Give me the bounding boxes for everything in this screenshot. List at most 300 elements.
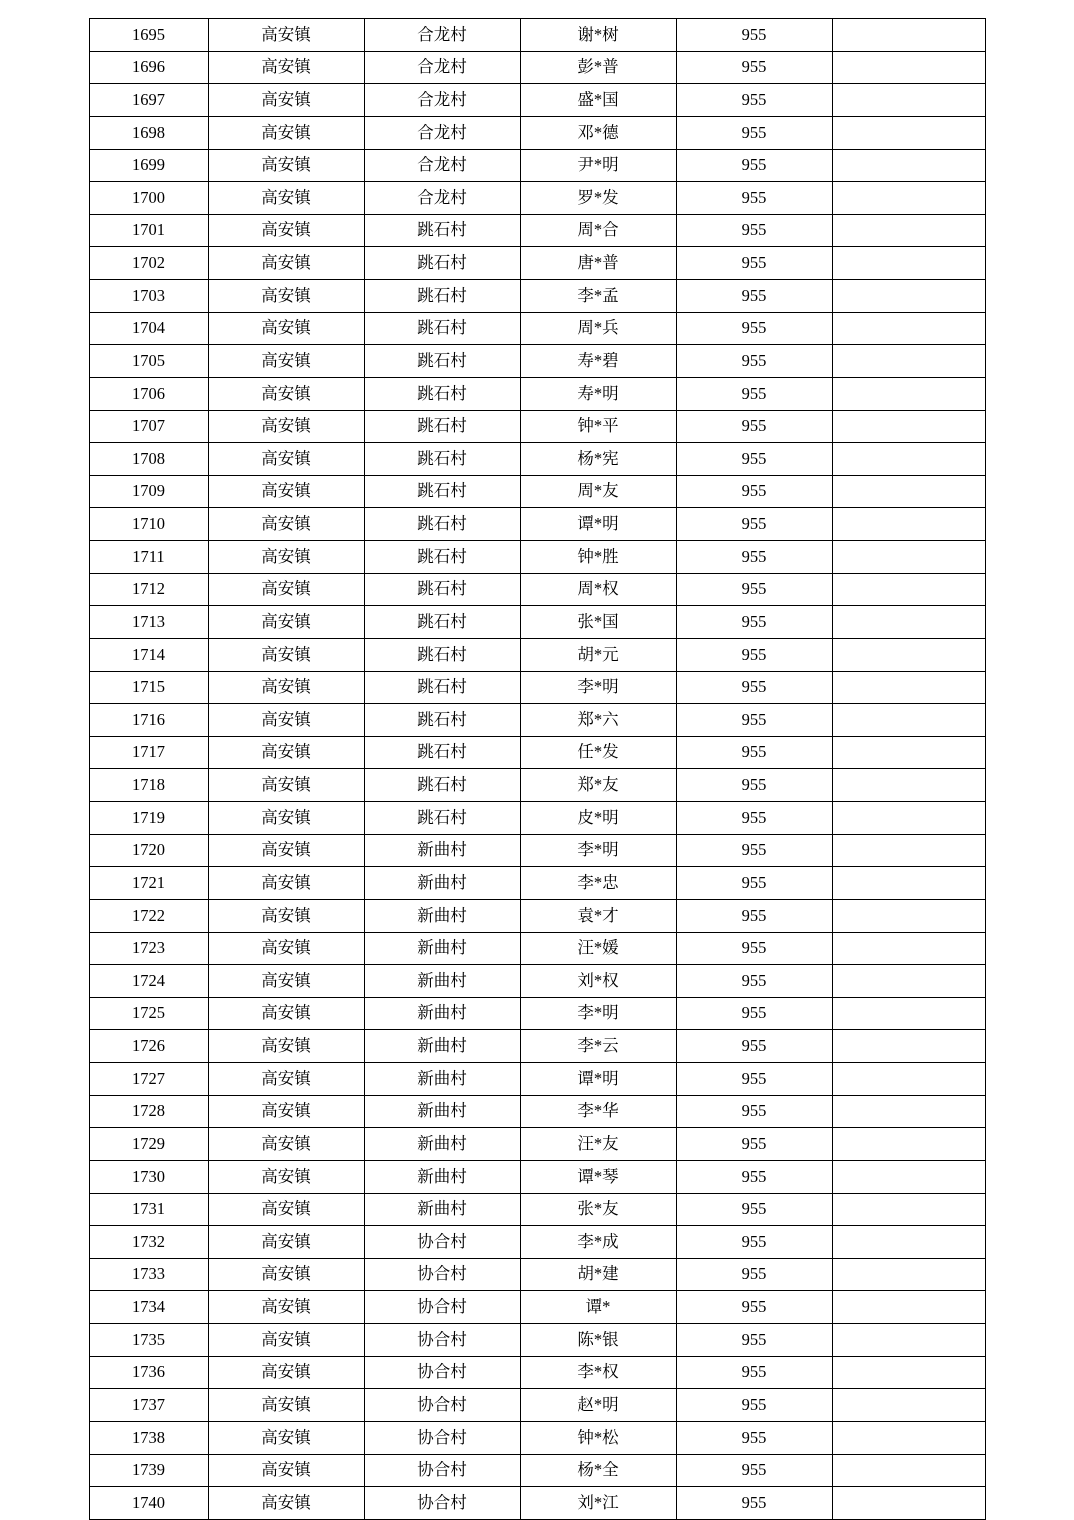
cell-town: 高安镇 xyxy=(208,1030,364,1063)
table-row xyxy=(89,410,985,443)
table-row xyxy=(89,736,985,769)
table-row xyxy=(89,19,985,52)
cell-town: 高安镇 xyxy=(208,1095,364,1128)
table-row xyxy=(89,802,985,835)
cell-note xyxy=(832,51,985,84)
cell-note xyxy=(832,377,985,410)
cell-note xyxy=(832,1030,985,1063)
cell-amount: 955 xyxy=(676,899,832,932)
cell-sequence: 1731 xyxy=(89,1193,208,1226)
table-row xyxy=(89,1193,985,1226)
cell-name: 钟*平 xyxy=(520,410,676,443)
cell-sequence: 1706 xyxy=(89,377,208,410)
cell-name: 李*云 xyxy=(520,1030,676,1063)
cell-sequence: 1729 xyxy=(89,1128,208,1161)
cell-sequence: 1711 xyxy=(89,541,208,574)
cell-sequence: 1717 xyxy=(89,736,208,769)
cell-sequence: 1718 xyxy=(89,769,208,802)
cell-village: 合龙村 xyxy=(364,84,520,117)
cell-sequence: 1739 xyxy=(89,1454,208,1487)
cell-name: 寿*明 xyxy=(520,377,676,410)
table-row xyxy=(89,51,985,84)
cell-town: 高安镇 xyxy=(208,965,364,998)
cell-amount: 955 xyxy=(676,149,832,182)
cell-amount: 955 xyxy=(676,1421,832,1454)
cell-name: 陈*银 xyxy=(520,1324,676,1357)
cell-sequence: 1733 xyxy=(89,1258,208,1291)
cell-note xyxy=(832,671,985,704)
cell-note xyxy=(832,247,985,280)
cell-amount: 955 xyxy=(676,1258,832,1291)
cell-note xyxy=(832,280,985,313)
cell-town: 高安镇 xyxy=(208,1487,364,1520)
cell-sequence: 1695 xyxy=(89,19,208,52)
cell-name: 彭*普 xyxy=(520,51,676,84)
cell-town: 高安镇 xyxy=(208,1389,364,1422)
cell-note xyxy=(832,182,985,215)
cell-village: 新曲村 xyxy=(364,1160,520,1193)
cell-note xyxy=(832,1487,985,1520)
cell-sequence: 1710 xyxy=(89,508,208,541)
table-row xyxy=(89,149,985,182)
cell-name: 寿*碧 xyxy=(520,345,676,378)
cell-amount: 955 xyxy=(676,541,832,574)
cell-amount: 955 xyxy=(676,1063,832,1096)
cell-note xyxy=(832,1356,985,1389)
cell-note xyxy=(832,1095,985,1128)
cell-name: 钟*松 xyxy=(520,1421,676,1454)
cell-village: 新曲村 xyxy=(364,1193,520,1226)
cell-village: 新曲村 xyxy=(364,997,520,1030)
cell-note xyxy=(832,867,985,900)
table-row xyxy=(89,867,985,900)
cell-name: 李*成 xyxy=(520,1226,676,1259)
cell-name: 周*友 xyxy=(520,475,676,508)
cell-amount: 955 xyxy=(676,736,832,769)
cell-village: 跳石村 xyxy=(364,671,520,704)
cell-town: 高安镇 xyxy=(208,1324,364,1357)
cell-village: 跳石村 xyxy=(364,736,520,769)
cell-town: 高安镇 xyxy=(208,769,364,802)
cell-name: 杨*全 xyxy=(520,1454,676,1487)
table-row xyxy=(89,1454,985,1487)
cell-sequence: 1709 xyxy=(89,475,208,508)
cell-amount: 955 xyxy=(676,377,832,410)
cell-sequence: 1725 xyxy=(89,997,208,1030)
cell-amount: 955 xyxy=(676,1389,832,1422)
cell-sequence: 1703 xyxy=(89,280,208,313)
cell-name: 袁*才 xyxy=(520,899,676,932)
cell-sequence: 1740 xyxy=(89,1487,208,1520)
cell-amount: 955 xyxy=(676,1487,832,1520)
cell-town: 高安镇 xyxy=(208,345,364,378)
cell-name: 李*孟 xyxy=(520,280,676,313)
cell-note xyxy=(832,899,985,932)
cell-sequence: 1714 xyxy=(89,638,208,671)
cell-name: 皮*明 xyxy=(520,802,676,835)
table-row xyxy=(89,704,985,737)
cell-sequence: 1737 xyxy=(89,1389,208,1422)
cell-name: 胡*元 xyxy=(520,638,676,671)
cell-village: 跳石村 xyxy=(364,769,520,802)
cell-village: 新曲村 xyxy=(364,1030,520,1063)
cell-village: 协合村 xyxy=(364,1291,520,1324)
cell-sequence: 1736 xyxy=(89,1356,208,1389)
cell-amount: 955 xyxy=(676,1291,832,1324)
cell-sequence: 1720 xyxy=(89,834,208,867)
cell-name: 周*兵 xyxy=(520,312,676,345)
cell-amount: 955 xyxy=(676,834,832,867)
cell-town: 高安镇 xyxy=(208,149,364,182)
cell-town: 高安镇 xyxy=(208,19,364,52)
cell-note xyxy=(832,149,985,182)
cell-amount: 955 xyxy=(676,1128,832,1161)
cell-name: 谭*明 xyxy=(520,508,676,541)
cell-sequence: 1697 xyxy=(89,84,208,117)
cell-amount: 955 xyxy=(676,410,832,443)
cell-amount: 955 xyxy=(676,280,832,313)
cell-town: 高安镇 xyxy=(208,899,364,932)
subsidy-table xyxy=(89,18,986,1520)
table-row xyxy=(89,769,985,802)
cell-name: 汪*媛 xyxy=(520,932,676,965)
cell-name: 谭*明 xyxy=(520,1063,676,1096)
cell-name: 邓*德 xyxy=(520,116,676,149)
cell-name: 谭*琴 xyxy=(520,1160,676,1193)
cell-town: 高安镇 xyxy=(208,638,364,671)
cell-amount: 955 xyxy=(676,345,832,378)
cell-sequence: 1738 xyxy=(89,1421,208,1454)
cell-village: 跳石村 xyxy=(364,638,520,671)
cell-amount: 955 xyxy=(676,997,832,1030)
cell-sequence: 1723 xyxy=(89,932,208,965)
cell-note xyxy=(832,1421,985,1454)
table-row xyxy=(89,508,985,541)
table-row xyxy=(89,475,985,508)
cell-sequence: 1734 xyxy=(89,1291,208,1324)
cell-village: 新曲村 xyxy=(364,1128,520,1161)
cell-name: 郑*友 xyxy=(520,769,676,802)
cell-sequence: 1719 xyxy=(89,802,208,835)
cell-note xyxy=(832,1258,985,1291)
cell-town: 高安镇 xyxy=(208,1128,364,1161)
cell-village: 跳石村 xyxy=(364,704,520,737)
cell-amount: 955 xyxy=(676,932,832,965)
cell-amount: 955 xyxy=(676,508,832,541)
cell-village: 合龙村 xyxy=(364,19,520,52)
cell-amount: 955 xyxy=(676,312,832,345)
table-row xyxy=(89,1128,985,1161)
cell-amount: 955 xyxy=(676,1324,832,1357)
cell-town: 高安镇 xyxy=(208,443,364,476)
cell-village: 跳石村 xyxy=(364,345,520,378)
cell-village: 新曲村 xyxy=(364,899,520,932)
cell-amount: 955 xyxy=(676,1226,832,1259)
cell-village: 新曲村 xyxy=(364,867,520,900)
cell-name: 周*权 xyxy=(520,573,676,606)
table-row xyxy=(89,965,985,998)
cell-note xyxy=(832,965,985,998)
table-row xyxy=(89,1421,985,1454)
cell-town: 高安镇 xyxy=(208,475,364,508)
cell-town: 高安镇 xyxy=(208,671,364,704)
cell-name: 胡*建 xyxy=(520,1258,676,1291)
cell-village: 合龙村 xyxy=(364,116,520,149)
cell-village: 跳石村 xyxy=(364,312,520,345)
cell-town: 高安镇 xyxy=(208,834,364,867)
cell-name: 周*合 xyxy=(520,214,676,247)
cell-name: 汪*友 xyxy=(520,1128,676,1161)
cell-name: 钟*胜 xyxy=(520,541,676,574)
cell-village: 协合村 xyxy=(364,1389,520,1422)
cell-village: 协合村 xyxy=(364,1258,520,1291)
cell-village: 新曲村 xyxy=(364,1063,520,1096)
cell-village: 协合村 xyxy=(364,1487,520,1520)
cell-village: 合龙村 xyxy=(364,51,520,84)
table-row xyxy=(89,312,985,345)
cell-town: 高安镇 xyxy=(208,410,364,443)
table-row xyxy=(89,932,985,965)
cell-note xyxy=(832,19,985,52)
cell-name: 罗*发 xyxy=(520,182,676,215)
cell-note xyxy=(832,345,985,378)
cell-note xyxy=(832,312,985,345)
cell-town: 高安镇 xyxy=(208,736,364,769)
cell-village: 跳石村 xyxy=(364,475,520,508)
cell-name: 李*明 xyxy=(520,997,676,1030)
cell-amount: 955 xyxy=(676,1095,832,1128)
cell-amount: 955 xyxy=(676,1160,832,1193)
cell-village: 跳石村 xyxy=(364,247,520,280)
cell-village: 协合村 xyxy=(364,1421,520,1454)
table-row xyxy=(89,247,985,280)
table-row xyxy=(89,182,985,215)
cell-amount: 955 xyxy=(676,965,832,998)
cell-town: 高安镇 xyxy=(208,1226,364,1259)
table-row xyxy=(89,214,985,247)
table-row xyxy=(89,345,985,378)
cell-note xyxy=(832,1389,985,1422)
cell-sequence: 1721 xyxy=(89,867,208,900)
cell-village: 协合村 xyxy=(364,1226,520,1259)
table-row xyxy=(89,997,985,1030)
cell-note xyxy=(832,1226,985,1259)
cell-amount: 955 xyxy=(676,1356,832,1389)
cell-town: 高安镇 xyxy=(208,51,364,84)
cell-town: 高安镇 xyxy=(208,1258,364,1291)
table-row xyxy=(89,280,985,313)
cell-note xyxy=(832,573,985,606)
cell-note xyxy=(832,410,985,443)
cell-note xyxy=(832,704,985,737)
cell-amount: 955 xyxy=(676,51,832,84)
cell-village: 跳石村 xyxy=(364,606,520,639)
cell-name: 谭* xyxy=(520,1291,676,1324)
cell-village: 新曲村 xyxy=(364,932,520,965)
cell-note xyxy=(832,508,985,541)
cell-name: 李*明 xyxy=(520,834,676,867)
cell-amount: 955 xyxy=(676,867,832,900)
cell-amount: 955 xyxy=(676,247,832,280)
cell-amount: 955 xyxy=(676,1454,832,1487)
cell-note xyxy=(832,932,985,965)
table-row xyxy=(89,84,985,117)
cell-sequence: 1715 xyxy=(89,671,208,704)
cell-town: 高安镇 xyxy=(208,1291,364,1324)
cell-sequence: 1722 xyxy=(89,899,208,932)
cell-village: 协合村 xyxy=(364,1356,520,1389)
cell-amount: 955 xyxy=(676,638,832,671)
cell-town: 高安镇 xyxy=(208,312,364,345)
cell-sequence: 1704 xyxy=(89,312,208,345)
table-row xyxy=(89,834,985,867)
cell-sequence: 1699 xyxy=(89,149,208,182)
cell-note xyxy=(832,214,985,247)
cell-village: 跳石村 xyxy=(364,508,520,541)
cell-name: 张*友 xyxy=(520,1193,676,1226)
cell-town: 高安镇 xyxy=(208,606,364,639)
cell-name: 郑*六 xyxy=(520,704,676,737)
cell-sequence: 1700 xyxy=(89,182,208,215)
cell-sequence: 1698 xyxy=(89,116,208,149)
table-row xyxy=(89,1258,985,1291)
cell-amount: 955 xyxy=(676,704,832,737)
cell-name: 李*华 xyxy=(520,1095,676,1128)
table-body xyxy=(89,19,985,1520)
table-row xyxy=(89,1291,985,1324)
cell-sequence: 1716 xyxy=(89,704,208,737)
cell-village: 新曲村 xyxy=(364,834,520,867)
table-row xyxy=(89,1324,985,1357)
cell-name: 赵*明 xyxy=(520,1389,676,1422)
cell-sequence: 1701 xyxy=(89,214,208,247)
cell-note xyxy=(832,638,985,671)
table-row xyxy=(89,899,985,932)
cell-village: 新曲村 xyxy=(364,1095,520,1128)
cell-name: 李*忠 xyxy=(520,867,676,900)
cell-note xyxy=(832,1324,985,1357)
cell-name: 李*权 xyxy=(520,1356,676,1389)
cell-sequence: 1726 xyxy=(89,1030,208,1063)
cell-name: 谢*树 xyxy=(520,19,676,52)
cell-note xyxy=(832,475,985,508)
cell-amount: 955 xyxy=(676,182,832,215)
table-row xyxy=(89,671,985,704)
cell-town: 高安镇 xyxy=(208,932,364,965)
cell-amount: 955 xyxy=(676,802,832,835)
cell-village: 合龙村 xyxy=(364,182,520,215)
cell-note xyxy=(832,802,985,835)
cell-town: 高安镇 xyxy=(208,116,364,149)
cell-sequence: 1702 xyxy=(89,247,208,280)
cell-amount: 955 xyxy=(676,443,832,476)
cell-amount: 955 xyxy=(676,84,832,117)
cell-town: 高安镇 xyxy=(208,573,364,606)
cell-amount: 955 xyxy=(676,214,832,247)
cell-village: 跳石村 xyxy=(364,280,520,313)
cell-village: 跳石村 xyxy=(364,443,520,476)
cell-name: 刘*江 xyxy=(520,1487,676,1520)
cell-sequence: 1732 xyxy=(89,1226,208,1259)
cell-amount: 955 xyxy=(676,606,832,639)
cell-village: 跳石村 xyxy=(364,802,520,835)
cell-town: 高安镇 xyxy=(208,1193,364,1226)
cell-note xyxy=(832,1063,985,1096)
table-row xyxy=(89,1487,985,1520)
table-row xyxy=(89,1356,985,1389)
cell-note xyxy=(832,1193,985,1226)
cell-note xyxy=(832,541,985,574)
cell-village: 合龙村 xyxy=(364,149,520,182)
cell-town: 高安镇 xyxy=(208,1356,364,1389)
cell-name: 唐*普 xyxy=(520,247,676,280)
cell-village: 新曲村 xyxy=(364,965,520,998)
cell-name: 张*国 xyxy=(520,606,676,639)
cell-town: 高安镇 xyxy=(208,280,364,313)
cell-town: 高安镇 xyxy=(208,1454,364,1487)
cell-town: 高安镇 xyxy=(208,214,364,247)
cell-village: 跳石村 xyxy=(364,377,520,410)
cell-town: 高安镇 xyxy=(208,182,364,215)
table-row xyxy=(89,573,985,606)
cell-note xyxy=(832,1160,985,1193)
cell-note xyxy=(832,769,985,802)
cell-note xyxy=(832,443,985,476)
cell-sequence: 1696 xyxy=(89,51,208,84)
cell-name: 任*发 xyxy=(520,736,676,769)
table-row xyxy=(89,606,985,639)
cell-village: 跳石村 xyxy=(364,573,520,606)
cell-amount: 955 xyxy=(676,573,832,606)
cell-name: 李*明 xyxy=(520,671,676,704)
cell-sequence: 1728 xyxy=(89,1095,208,1128)
cell-sequence: 1712 xyxy=(89,573,208,606)
cell-town: 高安镇 xyxy=(208,377,364,410)
cell-town: 高安镇 xyxy=(208,1160,364,1193)
cell-sequence: 1724 xyxy=(89,965,208,998)
cell-town: 高安镇 xyxy=(208,541,364,574)
table-row xyxy=(89,638,985,671)
cell-town: 高安镇 xyxy=(208,802,364,835)
cell-note xyxy=(832,1128,985,1161)
cell-amount: 955 xyxy=(676,1193,832,1226)
cell-amount: 955 xyxy=(676,19,832,52)
cell-town: 高安镇 xyxy=(208,867,364,900)
cell-sequence: 1708 xyxy=(89,443,208,476)
cell-sequence: 1735 xyxy=(89,1324,208,1357)
table-row xyxy=(89,116,985,149)
cell-town: 高安镇 xyxy=(208,508,364,541)
cell-sequence: 1730 xyxy=(89,1160,208,1193)
cell-note xyxy=(832,1291,985,1324)
table-row xyxy=(89,1030,985,1063)
cell-amount: 955 xyxy=(676,475,832,508)
cell-amount: 955 xyxy=(676,769,832,802)
cell-town: 高安镇 xyxy=(208,1421,364,1454)
cell-sequence: 1705 xyxy=(89,345,208,378)
cell-name: 尹*明 xyxy=(520,149,676,182)
cell-town: 高安镇 xyxy=(208,84,364,117)
table-row xyxy=(89,1160,985,1193)
cell-sequence: 1727 xyxy=(89,1063,208,1096)
cell-amount: 955 xyxy=(676,116,832,149)
cell-town: 高安镇 xyxy=(208,997,364,1030)
cell-note xyxy=(832,736,985,769)
cell-name: 刘*权 xyxy=(520,965,676,998)
cell-note xyxy=(832,997,985,1030)
cell-village: 协合村 xyxy=(364,1454,520,1487)
cell-sequence: 1707 xyxy=(89,410,208,443)
